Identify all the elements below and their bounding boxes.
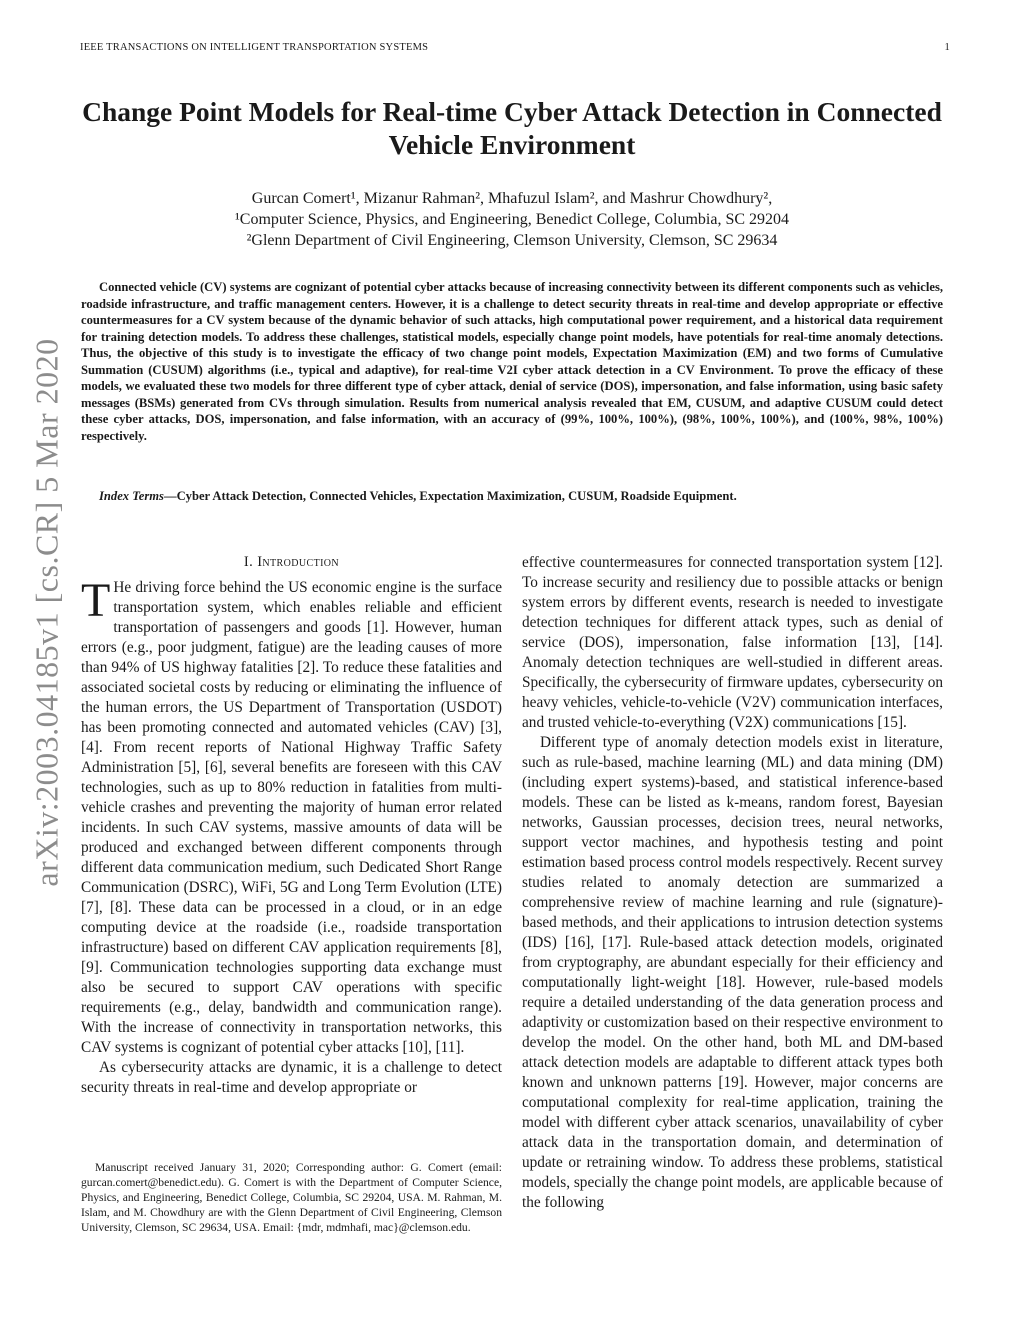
right-column [522,553,943,1213]
left-column [81,552,502,1098]
page-number: 1 [944,42,950,53]
author-names: Gurcan Comert¹, Mizanur Rahman², Mhafuzul Islam², and Mashrur Chowdhury², [251,190,773,207]
abstract [81,279,943,444]
intro-paragraph-3: Different type of anomaly detection models exist in literature, such as rule-based, machine learning (ML) and data mining (DM) (including expert systems)-based, and statistical inference-based models. These can be listed as k-means, random forest, Bayesian networks, Gaussian processes, decision trees, neural networks, support vector machines, and hypothesis testing and point estimation based process control models respectively. Recent survey studies related to anomaly detection are summarized a comprehensive review of machine learning and rule (signature)-based methods, and their applications to intrusion detection systems (IDS) [16], [17]. Rule-based attack detection models, originated from cryptography, are abundant especially for their efficiency and computationally light-weight [18]. However, rule-based models require a detailed understanding of the data generation process and adaptivity or customization based on their respective environment to develop the model. On the other hand, both ML and DM-based attack detection models are adaptable to different attack types both known and unknown patterns [19]. However, major concerns are computational complexity for real-time application, training the model with different cyber attack scenarios, unavailability of cyber attack data in the transportation domain, and determination of update or retraining window. To address these problems, statistical models, specially the change point models, are applicable because of the following [522,734,943,1211]
index-terms-label: Index Terms [99,489,164,503]
section-number: I. [243,554,258,570]
paper-title: Change Point Models for Real-time Cyber Attack Detection in Connected Vehicle Environment [82,96,942,160]
index-terms-text: —Cyber Attack Detection, Connected Vehicles, Expectation Maximization, CUSUM, Roadside Equipment. [163,489,737,503]
journal-name: IEEE TRANSACTIONS ON INTELLIGENT TRANSPORTATION SYSTEMS [80,42,429,53]
affiliation-1: ¹Computer Science, Physics, and Engineering, Benedict College, Columbia, SC 29204 [234,211,790,228]
drop-cap: T [81,574,111,627]
intro-paragraph-1 [81,574,502,1058]
author-block [80,188,944,251]
section-title: Introduction [257,554,340,570]
section-heading [81,552,502,572]
arxiv-identifier: arXiv:2003.04185v1 [cs.CR] 5 Mar 2020 [28,337,65,887]
footnote [81,1160,502,1235]
intro-paragraph-2-continued: effective countermeasures for connected transportation system [12]. To increase security and resiliency due to possible attacks or benign system errors by different events, research is needed to investigate detection techniques for different attack types, such as denial of service (DOS), impersonation, false information [13], [14]. Anomaly detection techniques are well-studied in different areas. Specifically, the cybersecurity of firmware updates, cybersecurity on heavy vehicles, vehicle-to-vehicle (V2V) communication interfaces, and trusted vehicle-to-everything (V2X) communications [15]. [522,554,943,731]
footnote-text: Manuscript received January 31, 2020; Corresponding author: G. Comert (email: gurcan.comert@benedict.edu). G. Comert is with the Department of Computer Science, Physics, and Engineering, Benedict College, Columbia, SC 29204, USA. M. Rahman, M. Islam, and M. Chowdhury are with the Glenn Department of Civil Engineering, Clemson University, Clemson, SC 29634, USA. Email: {mdr, mdmhafi, mac}@clemson.edu. [81,1161,502,1234]
intro-paragraph-2: As cybersecurity attacks are dynamic, it is a challenge to detect security threats in real-time and develop appropriate or [81,1059,502,1096]
abstract-text: Connected vehicle (CV) systems are cognizant of potential cyber attacks because of increasing connectivity between its different components such as vehicles, roadside infrastructure, and traffic management centers. However, it is a challenge to detect security threats in real-time and develop appropriate or effective countermeasures for a CV system because of the dynamic behavior of such attacks, high computational power requirement, and a historical data requirement for training detection models. To address these challenges, statistical models, especially change point models, have potentials for real-time anomaly detections. Thus, the objective of this study is to investigate the efficacy of two change point models, Expectation Maximization (EM) and two forms of Cumulative Summation (CUSUM) algorithms (i.e., typical and adaptive), for real-time V2I cyber attack detection in a CV Environment. To prove the efficacy of these models, we evaluated these two models for three different type of cyber attack, denial of service (DOS), impersonation, and false information, using basic safety messages (BSMs) generated from CVs through simulation. Results from numerical analysis revealed that EM, CUSUM, and adaptive CUSUM could detect these cyber attacks, DOS, impersonation, and false information, with an accuracy of (99%, 100%, 100%), (98%, 100%, 100%), and (100%, 98%, 100%) respectively. [81,280,943,443]
index-terms [81,488,943,505]
intro-paragraph-1-text: He driving force behind the US economic engine is the surface transportation system, which enables reliable and efficient transportation of passengers and goods [1]. However, human errors (e.g., poor judgment, fatigue) are the leading causes of more than 94% of US highway fatalities [2]. To reduce these fatalities and associated societal costs by reducing or eliminating the influence of the human errors, the US Department of Transportation (USDOT) has been promoting connected and automated vehicles (CAV) [3], [4]. From recent reports of National Highway Traffic Safety Administration [5], [6], several benefits are foreseen with this CAV technologies, such as up to 80% reduction in fatalities from multi-vehicle crashes and preventing the majority of human error related incidents. In such CAV systems, massive amounts of data will be produced and exchanged between different components through different data communication medium, such Dedicated Short Range Communication (DSRC), WiFi, 5G and Long Term Evolution (LTE) [7], [8]. These data can be processed in a cloud, or in an edge computing device at the roadside (i.e., roadside transportation infrastructure) based on different CAV application requirements [8], [9]. Communication technologies supporting data exchange must also be secured to support CAV operations with specific requirements (e.g., delay, bandwidth and communication range). With the increase of connectivity in transportation networks, this CAV systems is cognizant of potential cyber attacks [10], [11]. [81,579,502,1056]
affiliation-2: ²Glenn Department of Civil Engineering, Clemson University, Clemson, SC 29634 [246,232,778,249]
running-head [80,42,950,53]
arxiv-stamp [24,320,70,904]
